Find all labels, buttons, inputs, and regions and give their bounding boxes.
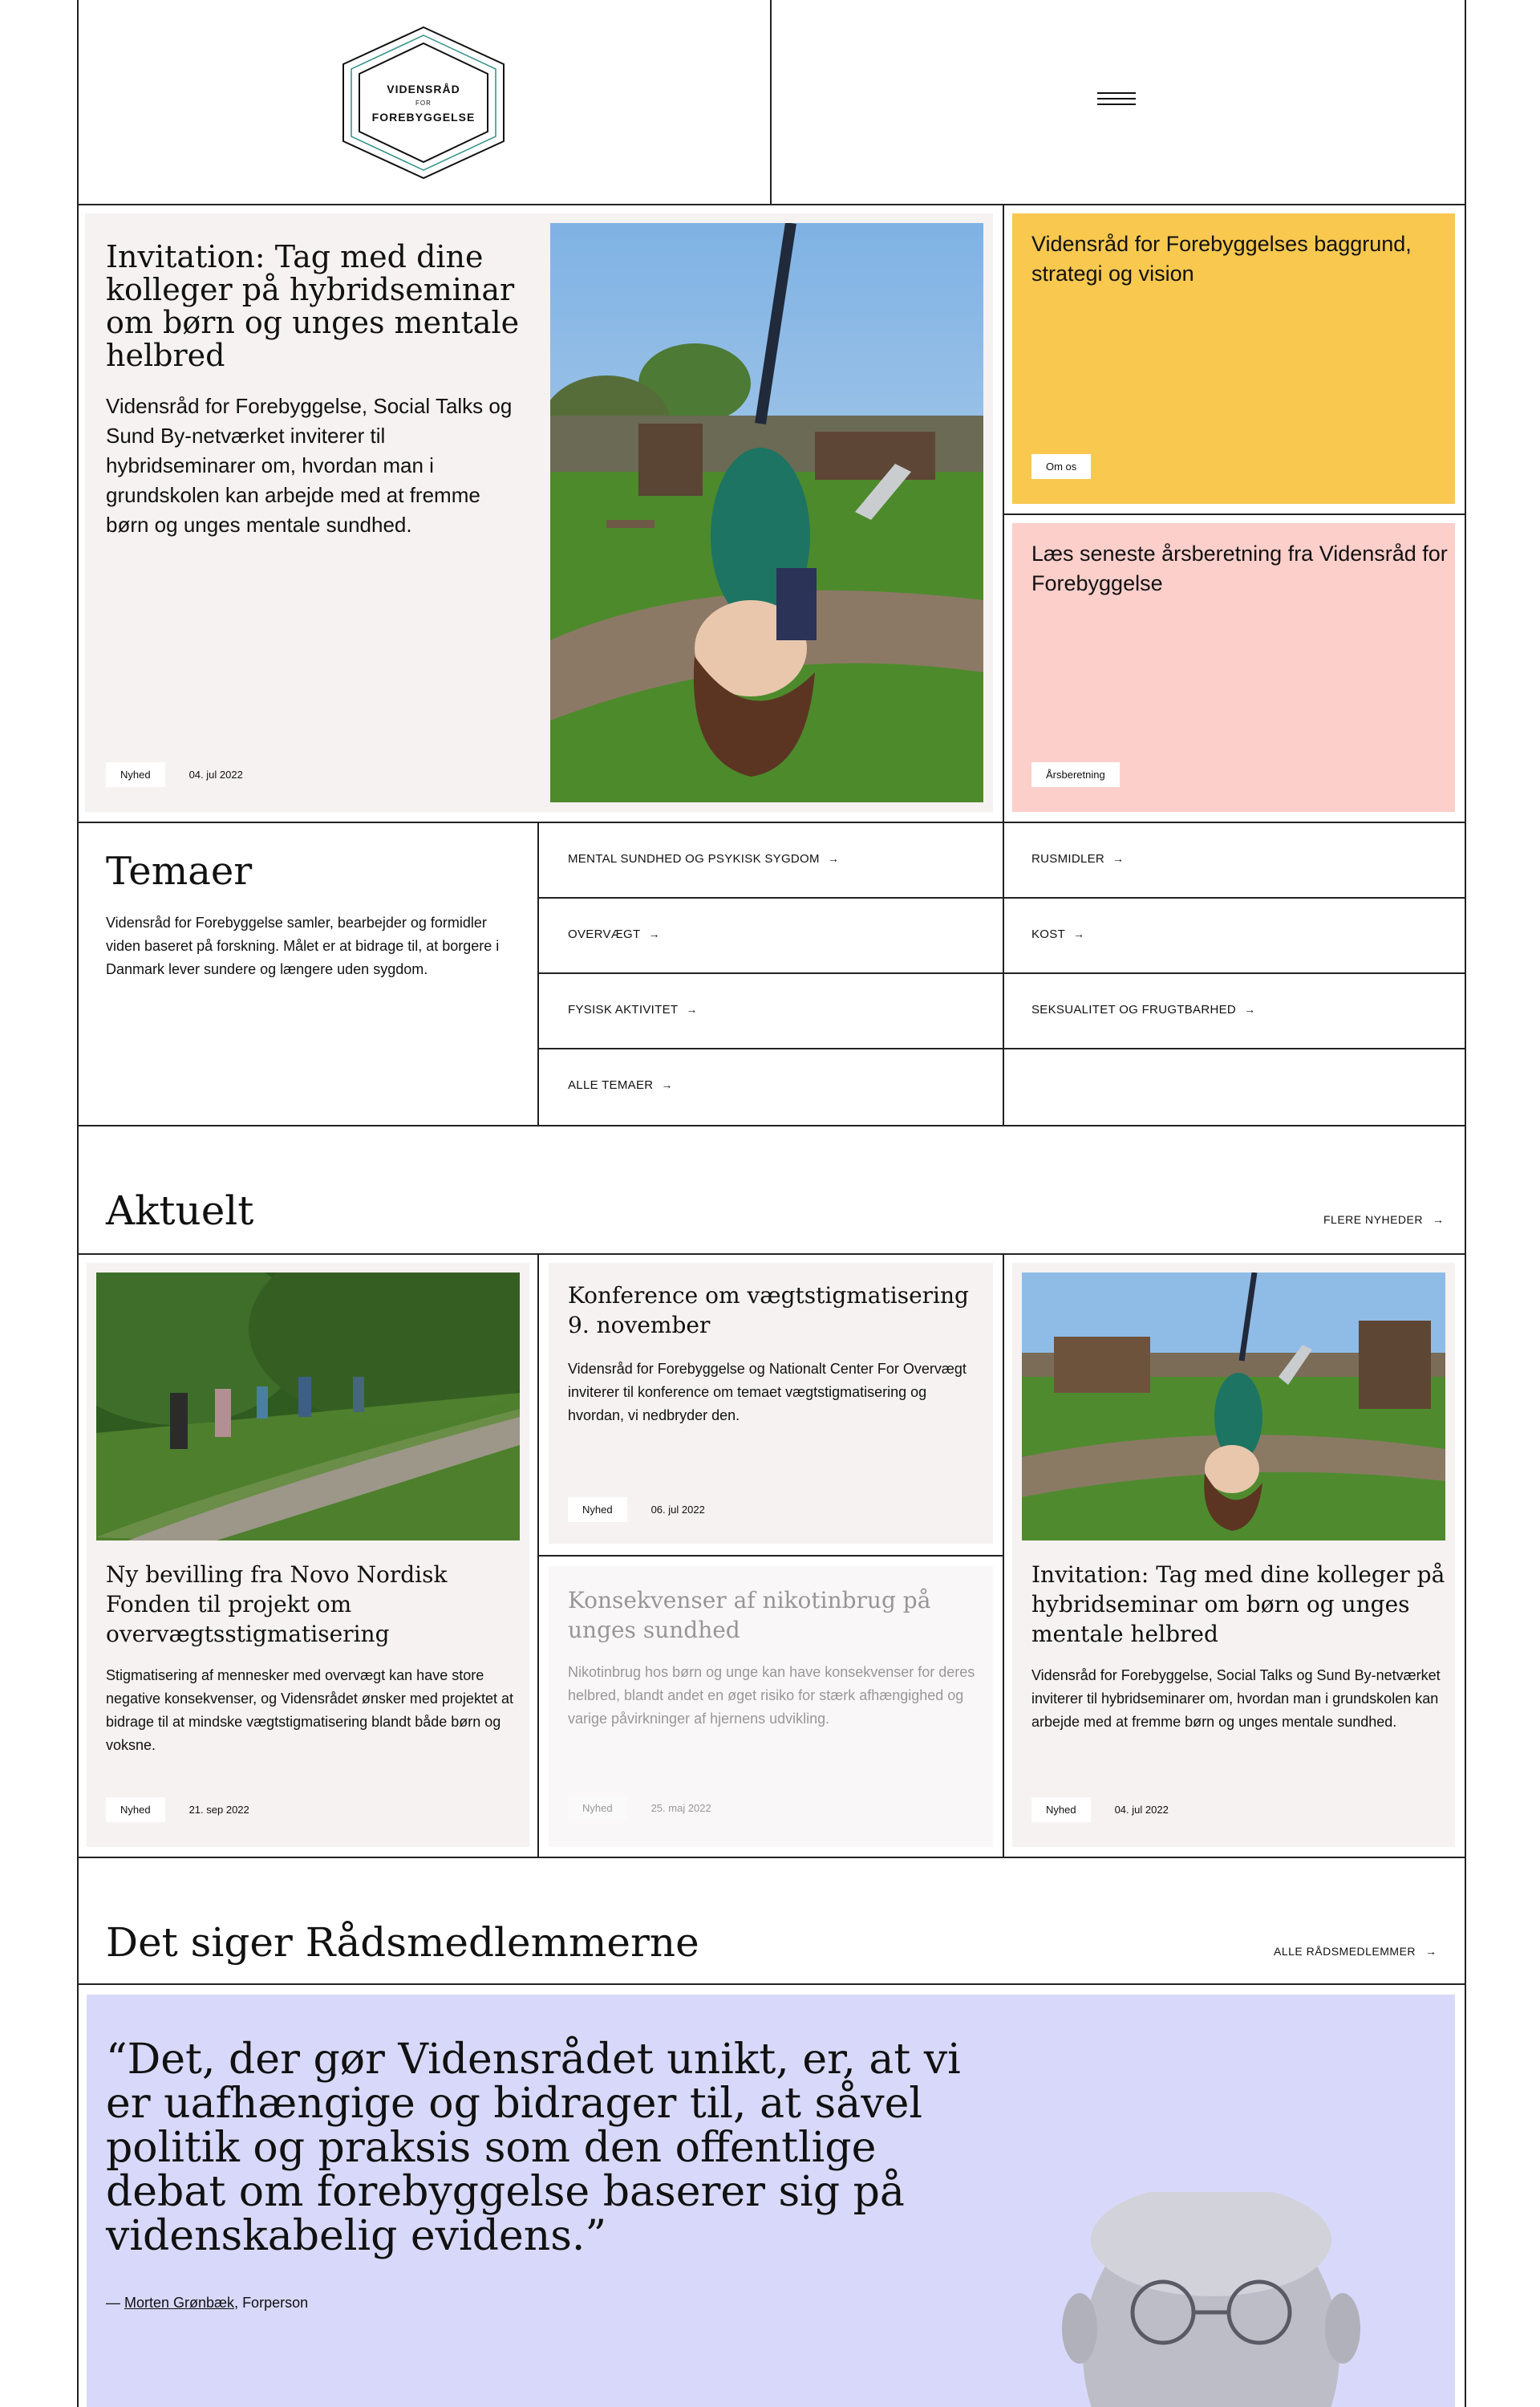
themes-row-line-3 <box>537 1048 1466 1049</box>
news-card-conference-description: Vidensråd for Forebyggelse og Nationalt Center For Overvægt inviterer til konference om temaet vægtstigmatisering og hvordan, vi nedbryder den. <box>568 1361 967 1423</box>
quote-author-link[interactable]: Morten Grønbæk <box>124 2295 235 2311</box>
all-members-link[interactable]: ALLE RÅDSMEDLEMMER → <box>1274 1945 1437 1958</box>
themes-top-line <box>77 822 1466 823</box>
arrow-right-icon: → <box>648 927 660 940</box>
about-card-title[interactable]: Vidensråd for Forebyggelses baggrund, strategi og vision <box>1031 232 1412 286</box>
site-logo[interactable] <box>340 24 507 181</box>
header-divider <box>770 0 772 205</box>
hero-description: Vidensråd for Forebyggelse, Social Talks og Sund By-netværket inviterer til hybridseminarer om, hvordan man i grundskolen kan arbejde med at fremme børn og unges mentale sundhed. <box>106 394 513 537</box>
hero-date: 04. jul 2022 <box>188 769 243 781</box>
portrait-image-morten-gronbaek <box>1027 2192 1396 2407</box>
hero-vertical-divider <box>1003 205 1004 822</box>
news-card-invitation-title[interactable]: Invitation: Tag med dine kolleger på hybridseminar om børn og unges mentale helbred <box>1031 1561 1445 1647</box>
news-card-nicotine-content <box>549 1566 993 1847</box>
member-quote: “Det, der gør Vidensrådet unikt, er, at vi er uafhængige og bidrager til, at såvel politik og praksis som den offentlige debat om forebyggelse baserer sig på videnskabelig evidens.” <box>106 2036 961 2260</box>
news-card-novo-meta <box>106 1797 249 1822</box>
annual-report-meta <box>1031 762 1120 787</box>
more-news-link[interactable]: FLERE NYHEDER → <box>1323 1213 1445 1226</box>
themes-row-line-2 <box>537 972 1466 974</box>
hero-meta <box>106 762 243 787</box>
quote-attribution: — Morten Grønbæk, Forperson <box>106 2295 309 2311</box>
news-card-nicotine-description: Nikotinbrug hos børn og unge kan have konsekvenser for deres helbred, blandt andet en øget risiko for stærk afhængighed og varige påvirkninger af hjernens udvikling. <box>568 1664 975 1727</box>
members-title: Det siger Rådsmedlemmerne <box>106 1919 699 1966</box>
hero-title[interactable]: Invitation: Tag med dine kolleger på hybridseminar om børn og unges mentale helbred <box>106 239 520 373</box>
logo-line-2: FOR <box>415 99 432 107</box>
hero-image-child-swinging <box>550 223 983 802</box>
arrow-right-icon: → <box>1073 927 1085 940</box>
news-card-novo-title[interactable]: Ny bevilling fra Novo Nordisk Fonden til projekt om overvægtsstigmatisering <box>106 1561 448 1647</box>
members-top-line <box>77 1857 1466 1858</box>
logo-line-3: FOREBYGGELSE <box>371 110 476 124</box>
annual-report-title[interactable]: Læs seneste årsberetning fra Vidensråd for Forebyggelse <box>1031 542 1448 595</box>
news-card-novo-description: Stigmatisering af mennesker med overvægt kan have store negative konsekvenser, og Vidensrådet ønsker med projektet at bidrage til at mindske vægtstigmatisering blandt både børn og voksne. <box>106 1667 513 1753</box>
arrow-right-icon: → <box>1112 852 1125 865</box>
theme-link-rusmidler[interactable]: RUSMIDLER → <box>1031 852 1125 866</box>
hamburger-menu-icon[interactable] <box>1094 88 1139 116</box>
about-card-meta <box>1031 454 1091 479</box>
news-card-novo-date: 21. sep 2022 <box>188 1804 249 1816</box>
news-title: Aktuelt <box>106 1187 254 1234</box>
logo-line-1: VIDENSRÅD <box>387 82 460 95</box>
site-header <box>77 0 1466 205</box>
arrow-right-icon: → <box>1244 1003 1256 1016</box>
news-card-invitation-date: 04. jul 2022 <box>1114 1804 1169 1816</box>
news-card-nicotine-date: 25. maj 2022 <box>650 1802 711 1814</box>
news-image-child-swinging <box>1022 1273 1445 1540</box>
arrow-right-icon: → <box>661 1078 673 1091</box>
news-card-nicotine-meta <box>568 1796 711 1820</box>
hero-tag: Nyhed <box>106 762 165 787</box>
news-card-conference-title[interactable]: Konference om vægtstigmatisering 9. november <box>568 1282 969 1338</box>
news-header-line <box>77 1253 1466 1255</box>
arrow-right-icon: → <box>1432 1213 1445 1226</box>
themes-description: Vidensråd for Forebyggelse samler, bearbejder og formidler viden baseret på forskning. Målet er at bidrage til, at borgere i Danmark lever sundere og længere uden sygdom. <box>106 915 500 977</box>
news-middle-divider <box>537 1555 1003 1557</box>
news-card-conference-date: 06. jul 2022 <box>650 1504 705 1516</box>
theme-link-mental-health[interactable]: MENTAL SUNDHED OG PSYKISK SYGDOM → <box>568 852 840 866</box>
news-top-line <box>77 1125 1466 1126</box>
theme-link-kost[interactable]: KOST → <box>1031 927 1085 941</box>
news-vline-2 <box>1003 1253 1004 1857</box>
arrow-right-icon: → <box>827 852 840 865</box>
themes-row-line-1 <box>537 897 1466 899</box>
theme-link-seksualitet[interactable]: SEKSUALITET OG FRUGTBARHED → <box>1031 1003 1256 1017</box>
news-card-invitation-meta <box>1031 1797 1169 1822</box>
side-divider <box>1003 513 1466 515</box>
news-card-invitation-description: Vidensråd for Forebyggelse, Social Talks og Sund By-netværket inviterer til hybridseminarer om, hvordan man i grundskolen kan arbejde med at fremme børn og unges mentale sundhed. <box>1031 1667 1441 1730</box>
news-image-people-walking <box>96 1273 520 1540</box>
news-card-nicotine-tag: Nyhed <box>568 1796 627 1820</box>
about-card-tag: Om os <box>1031 454 1091 479</box>
news-card-conference-tag: Nyhed <box>568 1497 627 1522</box>
news-card-conference-meta <box>568 1497 705 1522</box>
theme-link-all[interactable]: ALLE TEMAER → <box>568 1078 673 1092</box>
theme-link-fysisk-aktivitet[interactable]: FYSISK AKTIVITET → <box>568 1003 698 1017</box>
themes-title: Temaer <box>106 849 253 894</box>
news-card-nicotine-title[interactable]: Konsekvenser af nikotinbrug på unges sundhed <box>568 1587 931 1643</box>
annual-report-tag: Årsberetning <box>1031 762 1120 787</box>
arrow-right-icon: → <box>1425 1945 1437 1958</box>
arrow-right-icon: → <box>686 1003 698 1016</box>
news-card-novo-tag: Nyhed <box>106 1797 165 1822</box>
members-header-line <box>77 1983 1466 1985</box>
news-card-invitation-tag: Nyhed <box>1031 1797 1091 1822</box>
theme-link-overvaegt[interactable]: OVERVÆGT → <box>568 927 660 941</box>
